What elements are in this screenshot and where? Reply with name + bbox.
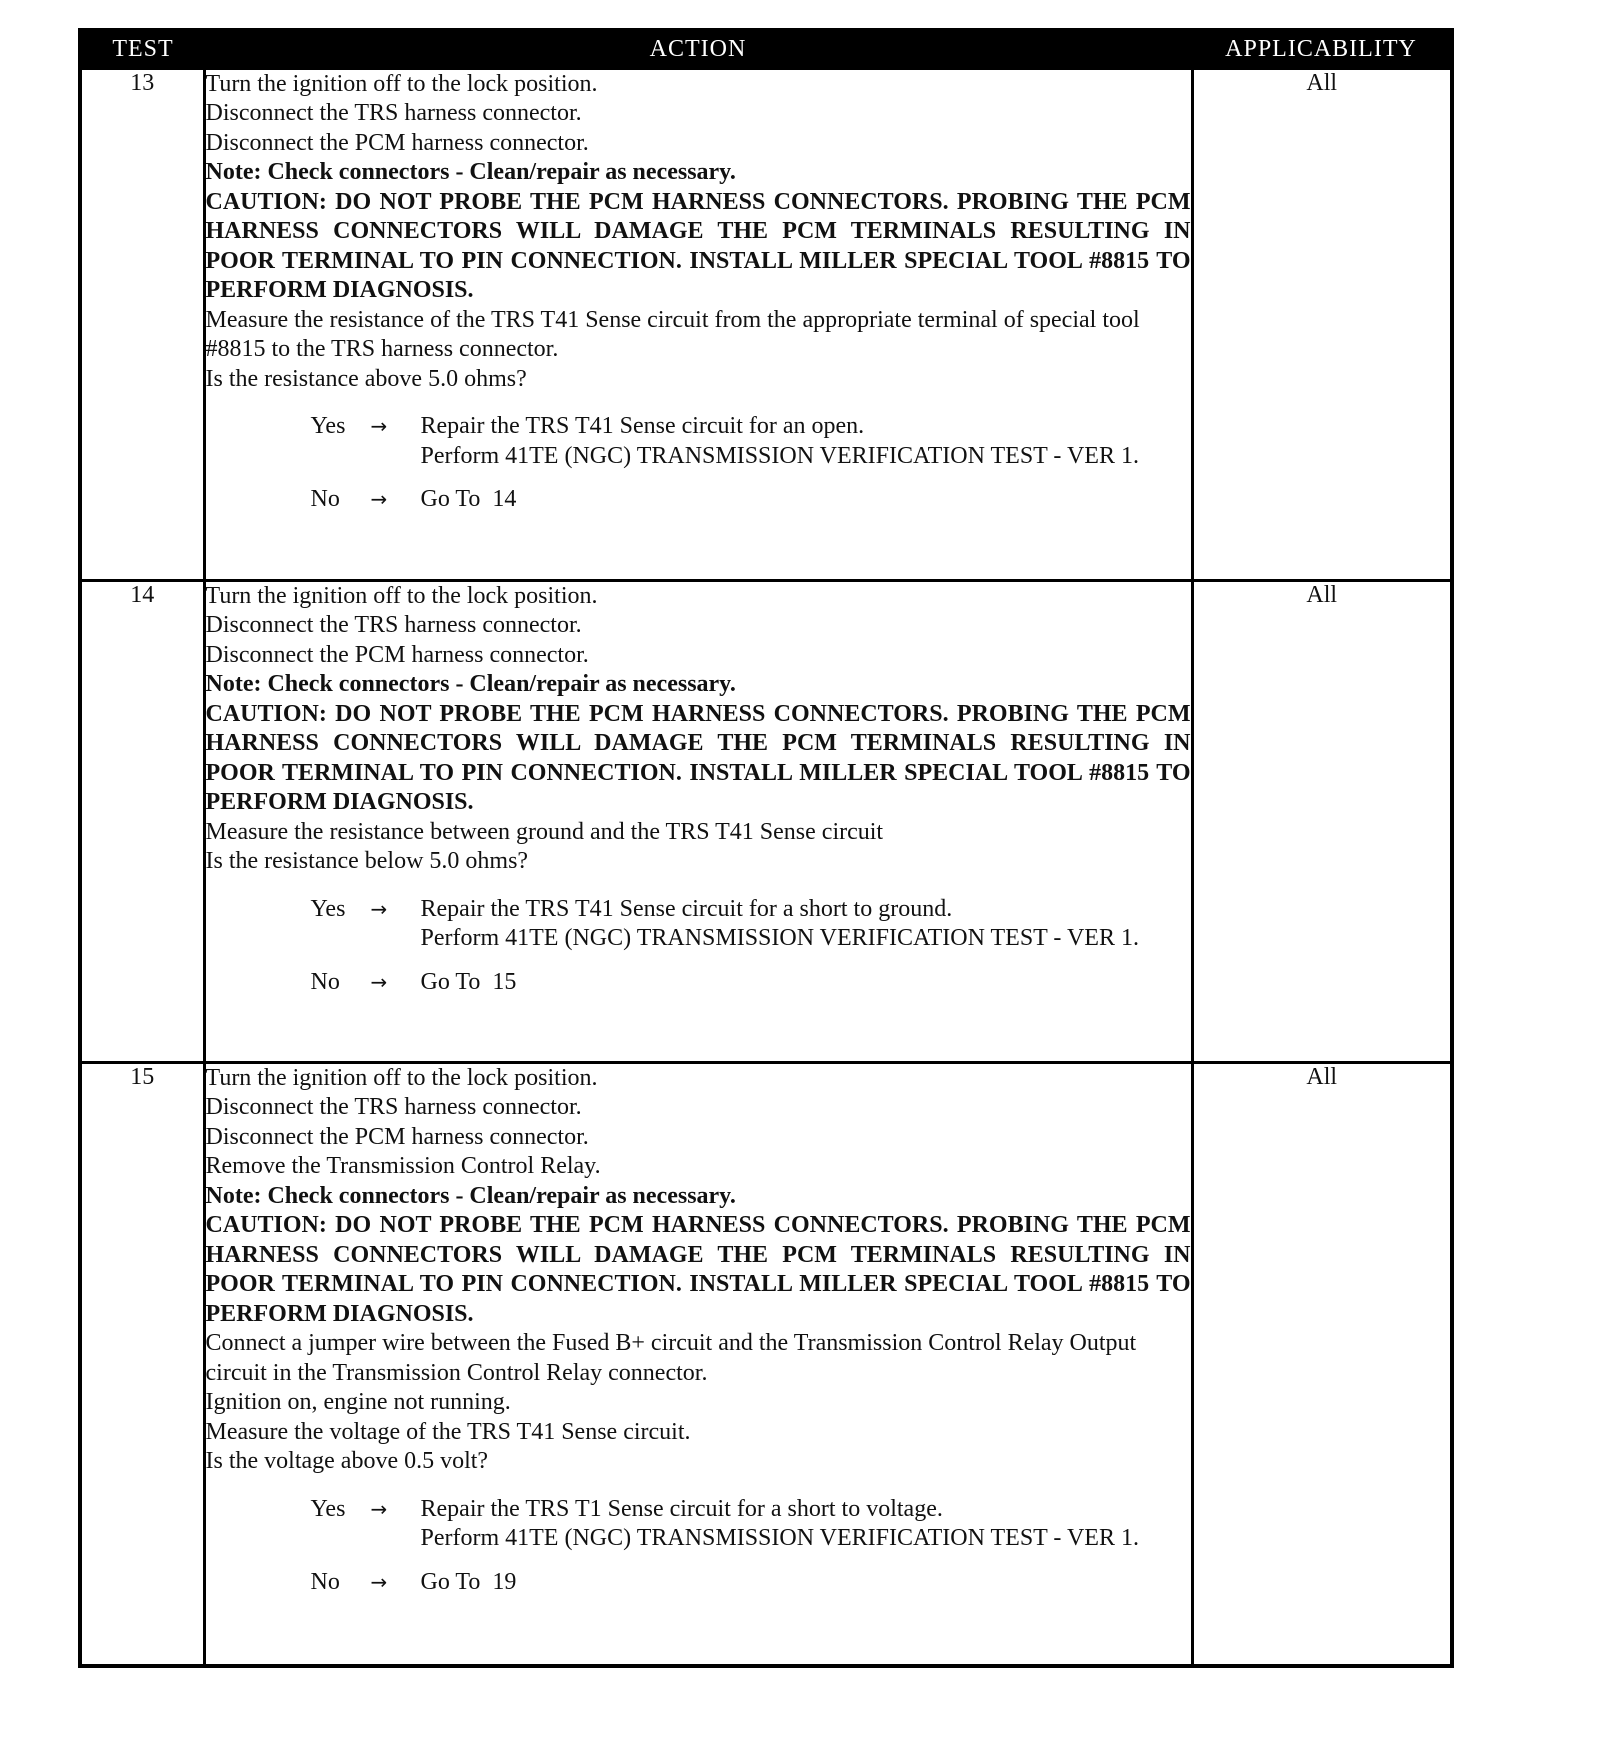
step: Disconnect the PCM harness connector. [205, 641, 589, 668]
outcome-no [311, 1568, 1191, 1598]
step: Disconnect the PCM harness connector. [205, 129, 589, 156]
step: Disconnect the TRS harness connector. [205, 1094, 582, 1120]
outcome-yes [311, 412, 1191, 471]
step: Remove the Transmission Control Relay. [205, 1153, 601, 1179]
applicability-value: All [1192, 1062, 1452, 1666]
outcome-label: Yes [310, 895, 346, 922]
outcome-label: No [310, 968, 340, 995]
outcomes [206, 895, 1191, 998]
action-cell [204, 68, 1192, 580]
outcomes [206, 412, 1191, 515]
table-row-test-14 [80, 580, 1452, 1062]
outcome-no [311, 968, 1191, 998]
result-line: Repair the TRS T41 Sense circuit for an open. [420, 413, 865, 439]
outcome-result: Go To 15 [420, 968, 517, 995]
outcome-label: No [310, 486, 340, 512]
caution-text: CAUTION: DO NOT PROBE THE PCM HARNESS CONNECTORS. PROBING THE PCM HARNESS CONNECTORS WILL DAMAGE THE PCM TERMINALS RESULTING IN POOR TERMINAL TO PIN CONNECTION. INSTALL MILLER SPECIAL TOOL #8815 TO PERFORM DIAGNOSIS. [205, 188, 1191, 303]
applicability-value: All [1192, 580, 1452, 1062]
measure-question: Is the voltage above 0.5 volt? [205, 1448, 489, 1474]
step: Turn the ignition off to the lock position. [205, 582, 598, 609]
outcome-yes [311, 895, 1191, 954]
action-cell [204, 1062, 1192, 1666]
applicability-value: All [1192, 68, 1452, 580]
test-number: 13 [80, 68, 204, 580]
right-arrow-icon: → [370, 1496, 388, 1521]
caution-text: CAUTION: DO NOT PROBE THE PCM HARNESS CONNECTORS. PROBING THE PCM HARNESS CONNECTORS WILL DAMAGE THE PCM TERMINALS RESULTING IN POOR TERMINAL TO PIN CONNECTION. INSTALL MILLER SPECIAL TOOL #8815 TO PERFORM DIAGNOSIS. [205, 700, 1191, 815]
outcome-result: Go To 19 [420, 1568, 517, 1595]
step: Disconnect the PCM harness connector. [205, 1123, 589, 1150]
table-header-row [80, 30, 1452, 68]
outcome-result [421, 412, 1191, 471]
measure-question: Is the resistance below 5.0 ohms? [205, 848, 529, 874]
step: Disconnect the TRS harness connector. [205, 100, 582, 126]
table-row-test-15 [80, 1062, 1452, 1666]
result-line: Perform 41TE (NGC) TRANSMISSION VERIFICATION TEST - VER 1. [420, 925, 1139, 951]
measure-instruction: Ignition on, engine not running. [205, 1389, 511, 1415]
diagnostic-test-table [78, 28, 1454, 1668]
header-action: ACTION [204, 30, 1192, 68]
result-line: Perform 41TE (NGC) TRANSMISSION VERIFICATION TEST - VER 1. [420, 442, 1139, 469]
note-text: Note: Check connectors - Clean/repair as necessary. [205, 1182, 736, 1209]
right-arrow-icon: → [370, 1569, 388, 1594]
right-arrow-icon: → [370, 969, 388, 994]
measure-instruction: Measure the voltage of the TRS T41 Sense circuit. [205, 1418, 691, 1445]
result-line: Perform 41TE (NGC) TRANSMISSION VERIFICATION TEST - VER 1. [420, 1525, 1139, 1551]
outcome-result: Go To 14 [420, 486, 517, 512]
measure-instruction: Measure the resistance between ground and the TRS T41 Sense circuit [205, 818, 884, 845]
right-arrow-icon: → [370, 414, 388, 438]
measure-instruction: Measure the resistance of the TRS T41 Sense circuit from the appropriate terminal of special tool #8815 to the TRS harness connector. [205, 306, 1140, 362]
outcome-label: No [310, 1568, 340, 1595]
outcome-result [421, 895, 1191, 954]
outcome-result [421, 1495, 1191, 1554]
right-arrow-icon: → [370, 487, 388, 511]
action-cell [204, 580, 1192, 1062]
note-text: Note: Check connectors - Clean/repair as necessary. [205, 671, 736, 697]
note-text: Note: Check connectors - Clean/repair as necessary. [205, 159, 736, 185]
step: Turn the ignition off to the lock position. [205, 70, 598, 97]
right-arrow-icon: → [370, 896, 388, 921]
step: Disconnect the TRS harness connector. [205, 612, 582, 638]
test-number: 14 [80, 580, 204, 1062]
result-line: Repair the TRS T41 Sense circuit for a short to ground. [420, 895, 953, 922]
outcome-no [311, 485, 1191, 515]
caution-text: CAUTION: DO NOT PROBE THE PCM HARNESS CONNECTORS. PROBING THE PCM HARNESS CONNECTORS WILL DAMAGE THE PCM TERMINALS RESULTING IN POOR TERMINAL TO PIN CONNECTION. INSTALL MILLER SPECIAL TOOL #8815 TO PERFORM DIAGNOSIS. [205, 1212, 1191, 1327]
measure-instruction: Connect a jumper wire between the Fused B+ circuit and the Transmission Control Relay Output circuit in the Transmission Control Relay connector. [205, 1330, 1137, 1386]
test-number: 15 [80, 1062, 204, 1666]
header-applicability: APPLICABILITY [1192, 30, 1452, 68]
outcome-yes [311, 1495, 1191, 1554]
measure-question: Is the resistance above 5.0 ohms? [205, 365, 527, 392]
outcome-label: Yes [310, 413, 346, 439]
header-test: TEST [80, 30, 204, 68]
outcomes [206, 1495, 1191, 1598]
outcome-label: Yes [310, 1495, 346, 1522]
result-line: Repair the TRS T1 Sense circuit for a short to voltage. [420, 1495, 943, 1522]
table-row-test-13 [80, 68, 1452, 580]
step: Turn the ignition off to the lock position. [205, 1064, 598, 1091]
